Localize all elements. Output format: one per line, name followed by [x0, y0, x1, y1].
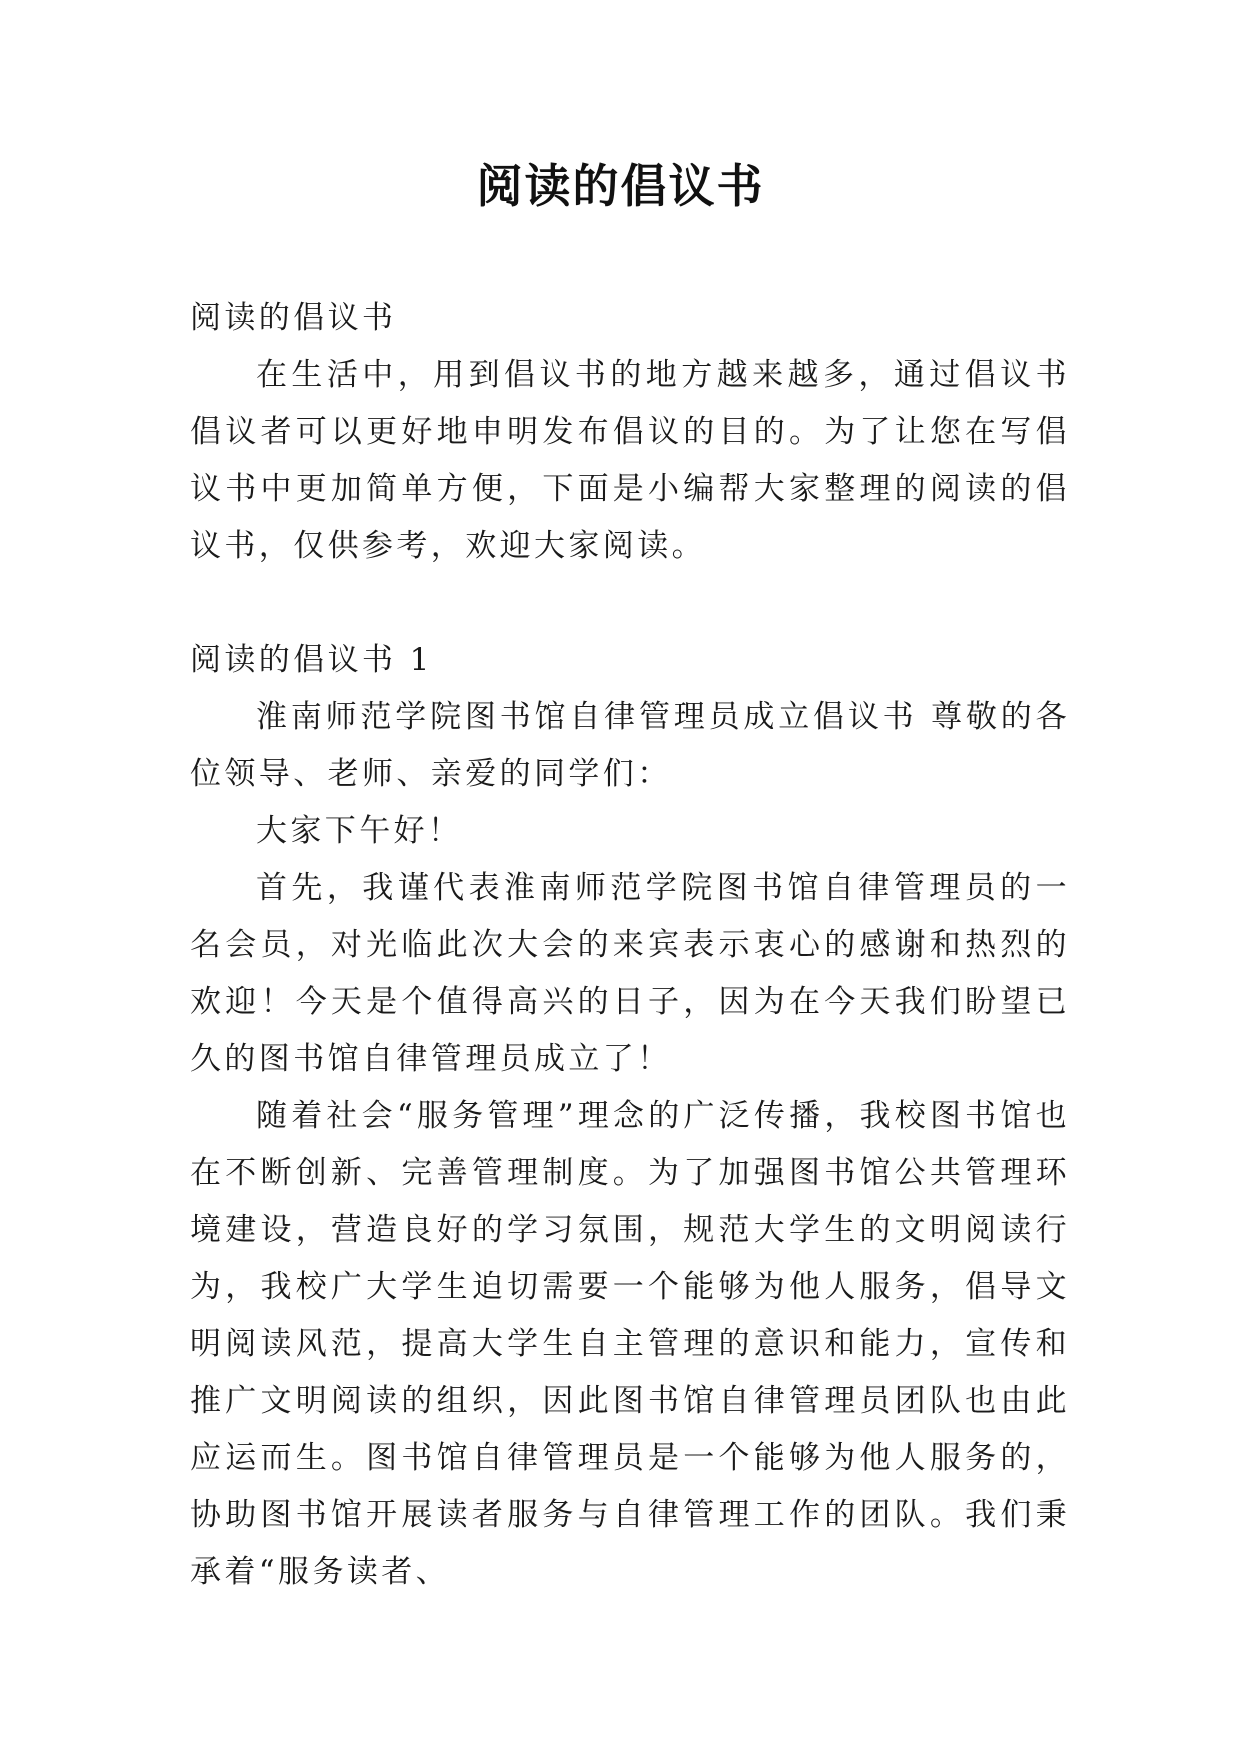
- document-title: 阅读的倡议书: [476, 159, 765, 213]
- section-heading: 阅读的倡议书 1: [190, 642, 433, 678]
- intro-paragraph: 在生活中，用到倡议书的地方越来越多，通过倡议书倡议者可以更好地申明发布倡议的目的。为了让您在写倡议书中更加简单方便，下面是小编帮大家整理的阅读的倡议书，仅供参考，欢迎大家阅读。: [190, 357, 1070, 564]
- paragraph: 大家下午好！: [256, 813, 463, 849]
- intro-heading: 阅读的倡议书: [190, 300, 397, 336]
- paragraph: 淮南师范学院图书馆自律管理员成立倡议书 尊敬的各位领导、老师、亲爱的同学们：: [190, 699, 1070, 792]
- section-spacer: [190, 575, 1070, 632]
- document-body: [190, 290, 1070, 1601]
- paragraph: 随着社会“服务管理”理念的广泛传播，我校图书馆也在不断创新、完善管理制度。为了加强图书馆公共管理环境建设，营造良好的学习氛围，规范大学生的文明阅读行为，我校广大学生迫切需要一个能够为他人服务，倡导文明阅读风范，提高大学生自主管理的意识和能力，宣传和推广文明阅读的组织，因此图书馆自律管理员团队也由此应运而生。图书馆自律管理员是一个能够为他人服务的，协助图书馆开展读者服务与自律管理工作的团队。我们秉承着“服务读者、: [190, 1098, 1070, 1590]
- paragraph: 首先，我谨代表淮南师范学院图书馆自律管理员的一名会员，对光临此次大会的来宾表示衷心的感谢和热烈的欢迎！今天是个值得高兴的日子，因为在今天我们盼望已久的图书馆自律管理员成立了！: [190, 870, 1070, 1077]
